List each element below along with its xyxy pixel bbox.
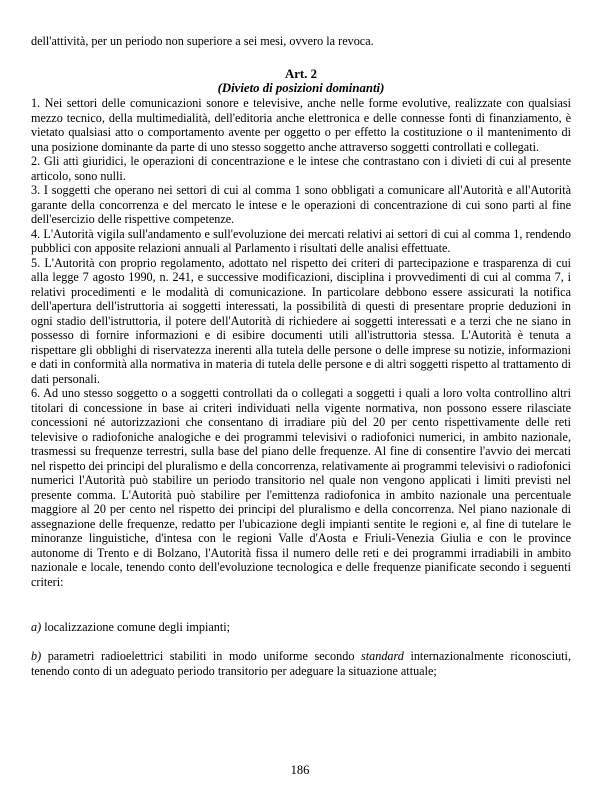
- article-number: Art. 2: [285, 67, 317, 81]
- item-b-text-1: parametri radioelettrici stabiliti in modo uniforme secondo: [41, 649, 361, 663]
- article-subtitle: [31, 81, 571, 96]
- paragraph-2: 2. Gli atti giuridici, le operazioni di concentrazione e le intese che contrastano con i divieti di cui al presente articolo, sono nulli.: [31, 154, 571, 183]
- continuation-text: dell'attività, per un periodo non superiore a sei mesi, ovvero la revoca.: [31, 34, 374, 48]
- list-item-b: [31, 649, 571, 678]
- page-number-text: 186: [290, 763, 310, 777]
- item-b-text-2: internazionalmente riconosciuti, tenendo conto di un adeguato periodo transitorio per adeguare la situazione attuale;: [31, 649, 571, 678]
- item-b-standard: standard: [361, 649, 404, 663]
- paragraph-5: 5. L'Autorità con proprio regolamento, adottato nel rispetto dei criteri di partecipazione e trasparenza di cui alla legge 7 agosto 1990, n. 241, e successive modificazioni, disciplina i provvedimenti di cui al comma 7, i relativi procedimenti e le modalità di comunicazione. In particolare debbono essere assicurati la notifica dell'apertura dell'istruttoria ai soggetti interessati, la possibilità di questi di presentare proprie deduzioni in ogni stadio dell'istruttoria, il potere dell'Autorità di richiedere ai soggetti interessati e a terzi che ne siano in possesso di fornire informazioni e di esibire documenti utili all'istruttoria stessa. L'Autorità è tenuta a rispettare gli obblighi di riservatezza inerenti alla tutela delle persone o delle imprese su notizie, informazioni e dati in conformità alla normativa in materia di tutela delle persone e di altri soggetti rispetto al trattamento di dati personali.: [31, 255, 571, 386]
- item-a-label: a): [31, 620, 42, 634]
- paragraph-6: 6. Ad uno stesso soggetto o a soggetti controllati da o collegati a soggetti i quali a loro volta controllino altri titolari di concessione in base ai criteri individuati nella vigente normativa, non possono essere rilasciate concessioni né autorizzazioni che consentano di irradiare più del 20 per cento rispettivamente delle reti televisive o radiofoniche analogiche e dei programmi televisivi o radiofonici numerici, in ambito nazionale, trasmessi su frequenze terrestri, sulla base del piano delle frequenze. Al fine di consentire l'avvio dei mercati nel rispetto dei principi del pluralismo e della concorrenza, relativamente ai programmi televisivi o radiofonici numerici l'Autorità può stabilire un periodo transitorio nel quale non vengono applicati i limiti previsti nel presente comma. L'Autorità può stabilire per l'emittenza radiofonica in ambito nazionale una percentuale maggiore al 20 per cento nel rispetto dei principi del pluralismo e della concorrenza. Nel piano nazionale di assegnazione delle frequenze, redatto per l'ubicazione degli impianti sentite le regioni e, al fine di tutelare le minoranze linguistiche, d'intesa con le regioni Valle d'Aosta e Friuli-Venezia Giulia e con le province autonome di Trento e di Bolzano, l'Autorità fissa il numero delle reti e dei programmi irradiabili in ambito nazionale e locale, tenendo conto dell'evoluzione tecnologica e delle frequenze pianificate secondo i seguenti criteri:: [31, 386, 571, 589]
- paragraph-1: 1. Nei settori delle comunicazioni sonore e televisive, anche nelle forme evolutive, realizzate con qualsiasi mezzo tecnico, della multimedialità, dell'editoria anche elettronica e delle connesse fonti di finanziamento, è vietato qualsiasi atto o comportamento avente per oggetto o per effetto la costituzione o il mantenimento di una posizione dominante da parte di uno stesso soggetto anche attraverso soggetti controllati e collegati.: [31, 96, 571, 154]
- paragraph-3: 3. I soggetti che operano nei settori di cui al comma 1 sono obbligati a comunicare all'Autorità e all'Autorità garante della concorrenza e del mercato le intese e le operazioni di concentrazione di cui sono parti al fine dell'esercizio delle rispettive competenze.: [31, 183, 571, 226]
- page-number: [0, 763, 600, 778]
- paragraph-4: 4. L'Autorità vigila sull'andamento e sull'evoluzione dei mercati relativi ai settori di cui al comma 1, rendendo pubblici con apposite relazioni annuali al Parlamento i risultati delle analisi effettuate.: [31, 226, 571, 255]
- top-continuation-line: [31, 34, 571, 49]
- list-item-a: [31, 620, 571, 635]
- article-heading: [31, 67, 571, 82]
- item-b-label: b): [31, 649, 42, 663]
- article-subtitle-text: (Divieto di posizioni dominanti): [217, 81, 385, 95]
- article-body: [31, 96, 571, 589]
- item-a-text: localizzazione comune degli impianti;: [41, 620, 230, 634]
